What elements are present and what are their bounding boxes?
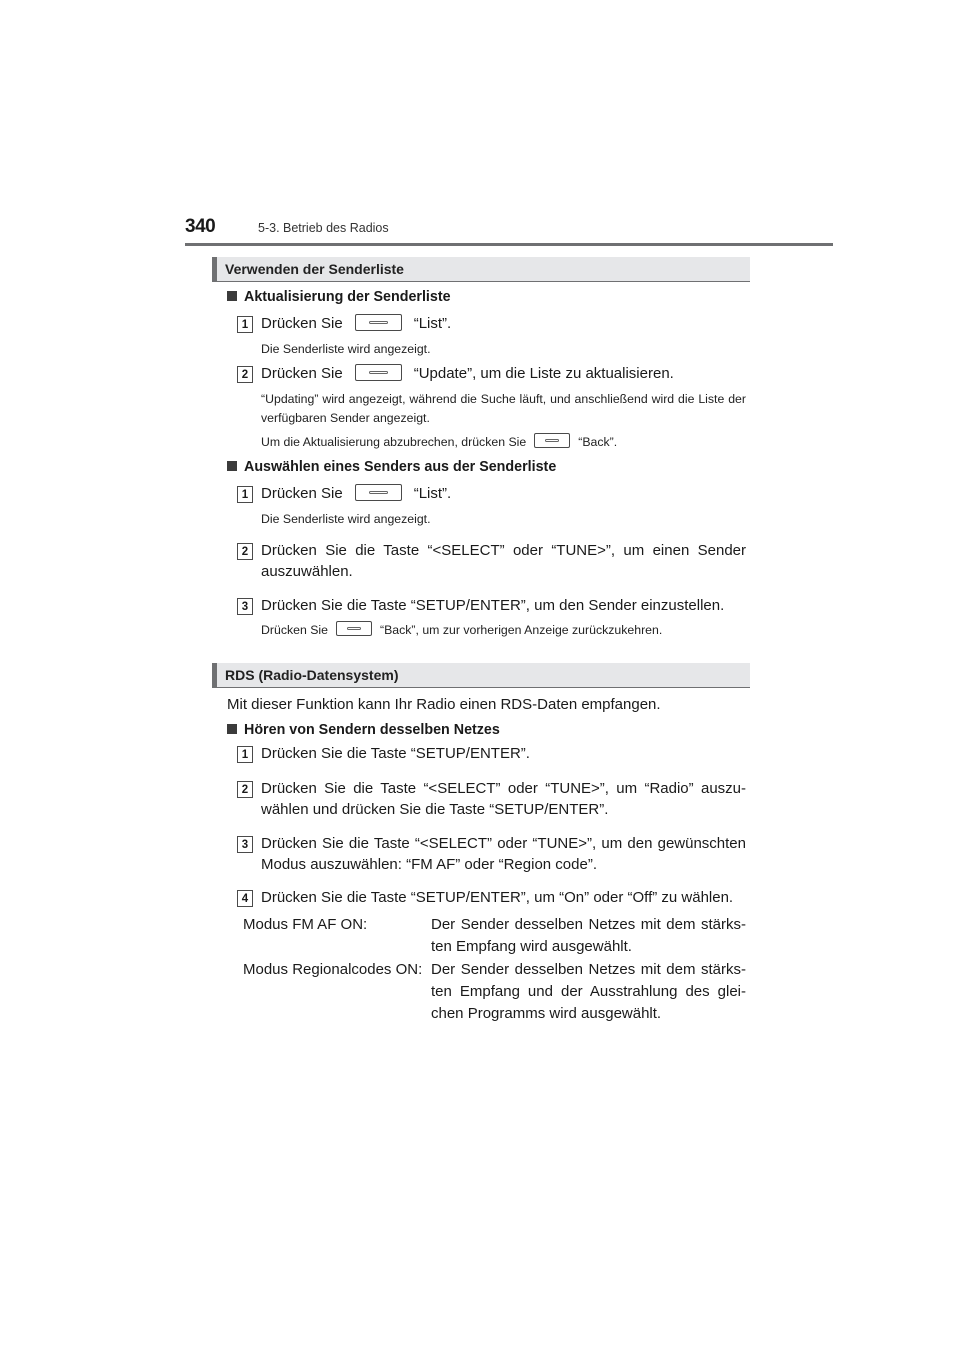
step-number: 4 bbox=[237, 890, 253, 907]
subheading-netz bbox=[227, 722, 500, 738]
step-number: 1 bbox=[237, 316, 253, 333]
step-number: 1 bbox=[237, 746, 253, 763]
section-heading-rds bbox=[212, 663, 750, 687]
steering-switch-icon bbox=[336, 621, 372, 636]
square-bullet-icon bbox=[227, 461, 237, 471]
step-number: 2 bbox=[237, 543, 253, 560]
step-text: Drücken Sie “Update”, um die Liste zu aktualisieren. bbox=[261, 365, 674, 382]
section-title: 5-3. Betrieb des Radios bbox=[258, 221, 389, 235]
step-note: Die Senderliste wird angezeigt. bbox=[261, 342, 431, 356]
step-note: Um die Aktualisierung abzubrechen, drücken Sie “Back”. bbox=[261, 435, 618, 449]
section-heading-senderliste bbox=[212, 257, 750, 281]
step-number: 3 bbox=[237, 836, 253, 853]
step-text: Drücken Sie die Taste “SETUP/ENTER”. bbox=[261, 745, 530, 762]
step-note: Drücken Sie “Back”, um zur vorherigen Anzeige zurückzukehren. bbox=[261, 623, 663, 637]
step-text: Drücken Sie die Taste “<SELECT” oder “TUNE>”, um einen Sender auszuwählen. bbox=[261, 542, 746, 580]
mode-description: Der Sender desselben Netzes mit dem stärks-ten Empfang wird ausgewählt. bbox=[431, 916, 746, 955]
heading-bar bbox=[212, 257, 217, 281]
header-divider bbox=[185, 243, 833, 246]
subheading-text: Hören von Sendern desselben Netzes bbox=[244, 722, 500, 738]
step-number: 3 bbox=[237, 598, 253, 615]
heading-underline bbox=[212, 687, 750, 688]
section-heading-title: Verwenden der Senderliste bbox=[225, 261, 404, 277]
subheading-aktualisierung bbox=[227, 289, 451, 305]
step-text: Drücken Sie “List”. bbox=[261, 315, 452, 332]
mode-description: Der Sender desselben Netzes mit dem stärks-ten Empfang und der Ausstrahlung des glei-chen Programms wird ausgewählt. bbox=[431, 961, 746, 1022]
steering-switch-icon bbox=[355, 314, 402, 331]
steering-switch-icon bbox=[534, 433, 570, 448]
subheading-auswaehlen bbox=[227, 459, 556, 475]
intro-text: Mit dieser Funktion kann Ihr Radio einen RDS-Daten empfangen. bbox=[227, 696, 661, 713]
step-note: Die Senderliste wird angezeigt. bbox=[261, 512, 431, 526]
subheading-text: Auswählen eines Senders aus der Senderliste bbox=[244, 459, 557, 475]
step-text: Drücken Sie “List”. bbox=[261, 485, 452, 502]
step-text: Drücken Sie die Taste “<SELECT” oder “TUNE>”, um “Radio” auszu-wählen und drücken Sie die Taste “SETUP/ENTER”. bbox=[261, 780, 746, 818]
steering-switch-icon bbox=[355, 364, 402, 381]
step-text: Drücken Sie die Taste “SETUP/ENTER”, um den Sender einzustellen. bbox=[261, 597, 725, 614]
step-number: 1 bbox=[237, 486, 253, 503]
step-text: Drücken Sie die Taste “SETUP/ENTER”, um “On” oder “Off” zu wählen. bbox=[261, 889, 734, 906]
heading-bar bbox=[212, 663, 217, 687]
step-note: “Updating” wird angezeigt, während die Suche läuft, und anschließend wird die Liste der verfügbaren Sender angezeigt. bbox=[261, 392, 746, 425]
page-number: 340 bbox=[185, 216, 216, 237]
subheading-text: Aktualisierung der Senderliste bbox=[244, 289, 451, 305]
steering-switch-icon bbox=[355, 484, 402, 501]
step-text: Drücken Sie die Taste “<SELECT” oder “TUNE>”, um den gewünschten Modus auszuwählen: “FM AF” oder “Region code”. bbox=[261, 835, 746, 873]
mode-label: Modus Regionalcodes ON: bbox=[243, 961, 423, 978]
square-bullet-icon bbox=[227, 724, 237, 734]
heading-underline bbox=[212, 281, 750, 282]
mode-label: Modus FM AF ON: bbox=[243, 916, 368, 933]
section-heading-title: RDS (Radio-Datensystem) bbox=[225, 667, 399, 683]
step-number: 2 bbox=[237, 366, 253, 383]
square-bullet-icon bbox=[227, 291, 237, 301]
step-number: 2 bbox=[237, 781, 253, 798]
